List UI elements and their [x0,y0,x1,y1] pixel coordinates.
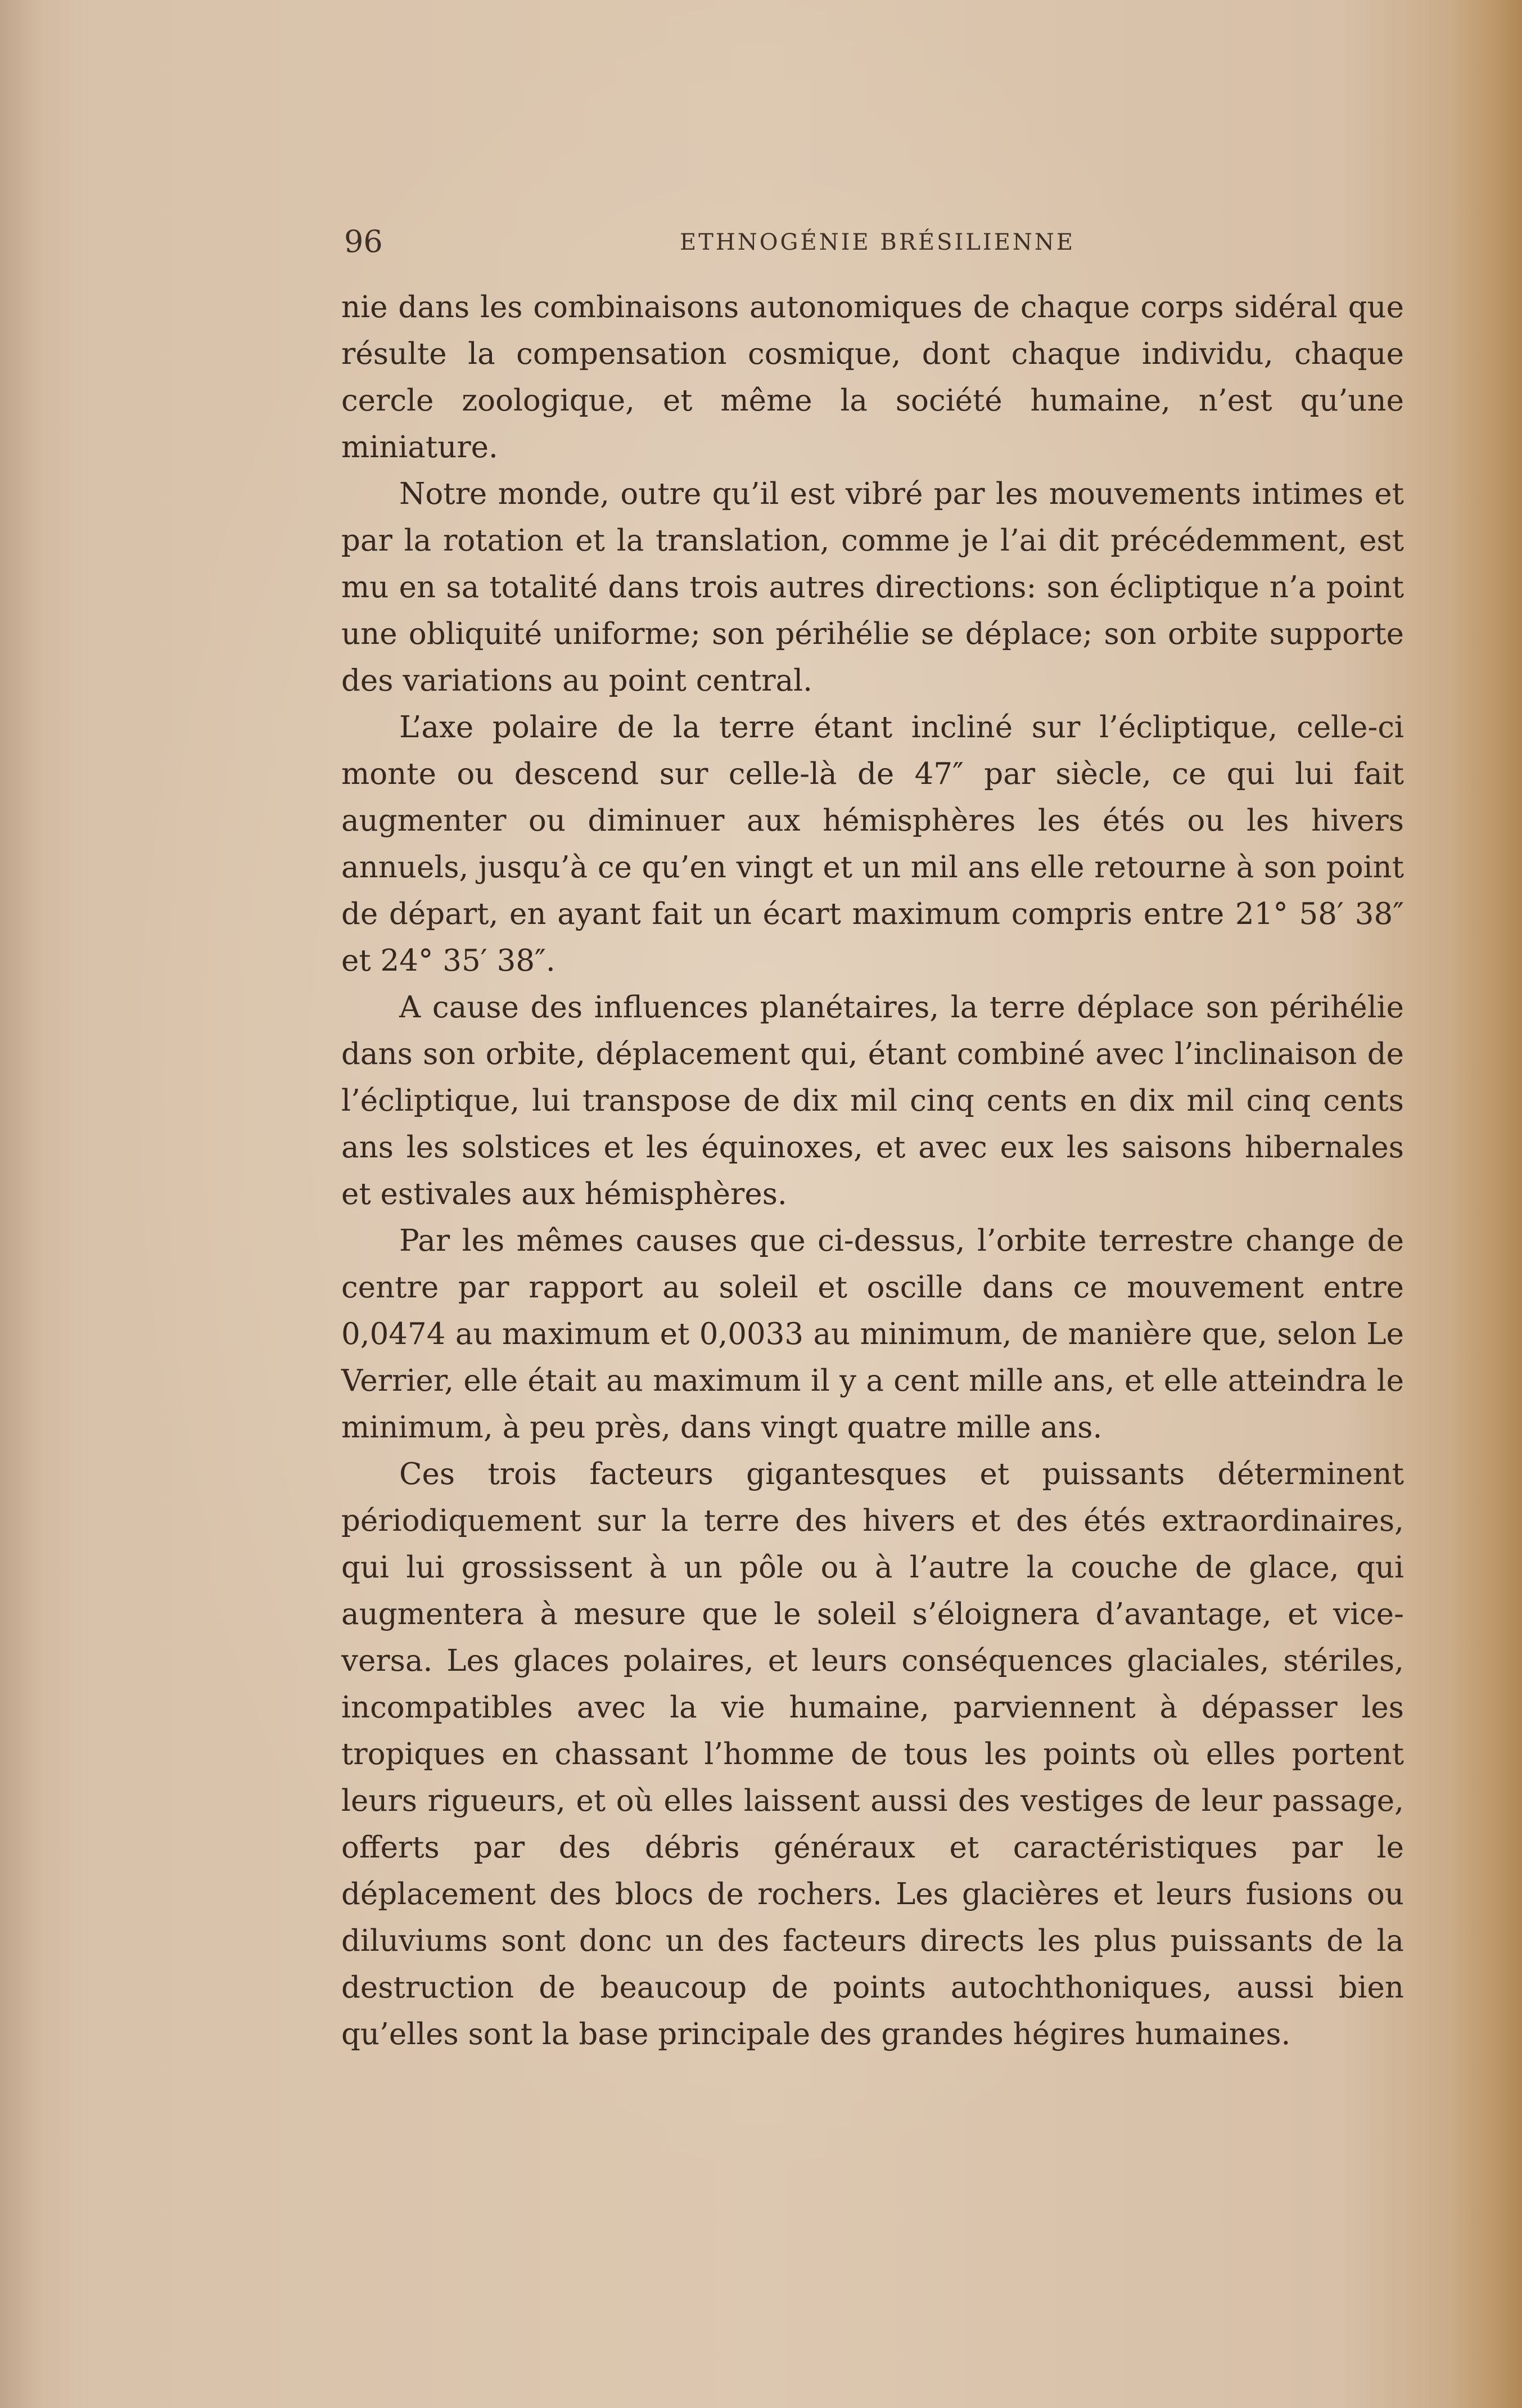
paragraph: L’axe polaire de la terre étant incliné sur l’écliptique, celle-ci monte ou descend sur celle-là de 47″ par siècle, ce qui lui fait augmenter ou diminuer aux hémisphères les étés ou les hivers annuels, jusqu’à ce qu’en vingt et un mil ans elle retourne à son point de départ, en ayant fait un écart maximum compris entre 21° 58′ 38″ et 24° 35′ 38″. [341,710,1404,978]
paragraph: Par les mêmes causes que ci-dessus, l’orbite terrestre change de centre par rapport au soleil et oscille dans ce mouvement entre 0,0474 au maximum et 0,0033 au minimum, de manière que, selon Le Verrier, elle était au maximum il y a cent mille ans, et elle atteindra le minimum, à peu près, dans vingt quatre mille ans. [341,1224,1404,1445]
paragraph: Notre monde, outre qu’il est vibré par les mouvements intimes et par la rotation et la translation, comme je l’ai dit précédemment, est mu en sa totalité dans trois autres directions: son écliptique n’a point une obliquité uniforme; son périhélie se déplace; son orbite supporte des variations au point central. [341,477,1404,698]
page-edge-stain [1449,0,1522,2408]
paragraph: A cause des influences planétaires, la terre déplace son périhélie dans son orbite, déplacement qui, étant combiné avec l’inclinaison de l’écliptique, lui transpose de dix mil cinq cents en dix mil cinq cents ans les solstices et les équinoxes, et avec eux les saisons hibernales et estivales aux hémisphères. [341,990,1404,1211]
gutter-shadow [0,0,39,2408]
page-number: 96 [344,224,383,259]
page-header [344,222,1412,261]
paragraph: Ces trois facteurs gigantesques et puissants déterminent périodiquement sur la terre des hivers et des étés extraordinaires, qui lui grossissent à un pôle ou à l’autre la couche de glace, qui augmentera à mesure que le soleil s’éloignera d’avantage, et vice-versa. Les glaces polaires, et leurs conséquences glaciales, stériles, incompatibles avec la vie humaine, parviennent à dépasser les tropiques en chassant l’homme de tous les points où elles portent leurs rigueurs, et où elles laissent aussi des vestiges de leur passage, offerts par des débris généraux et caractéristiques par le déplacement des blocs de rochers. Les glacières et leurs fusions ou diluviums sont donc un des facteurs directs les plus puissants de la destruction de beaucoup de points autochthoniques, aussi bien qu’elles sont la base principale des grandes hégires humaines. [341,1457,1404,2051]
running-title: ETHNOGÉNIE BRÉSILIENNE [680,229,1076,255]
paragraph-continuation: nie dans les combinaisons autonomiques de chaque corps sidéral que résulte la compensation cosmique, dont chaque individu, chaque cercle zoologique, et même la société humaine, n’est qu’une miniature. [341,290,1404,465]
body-text [341,284,1404,2058]
